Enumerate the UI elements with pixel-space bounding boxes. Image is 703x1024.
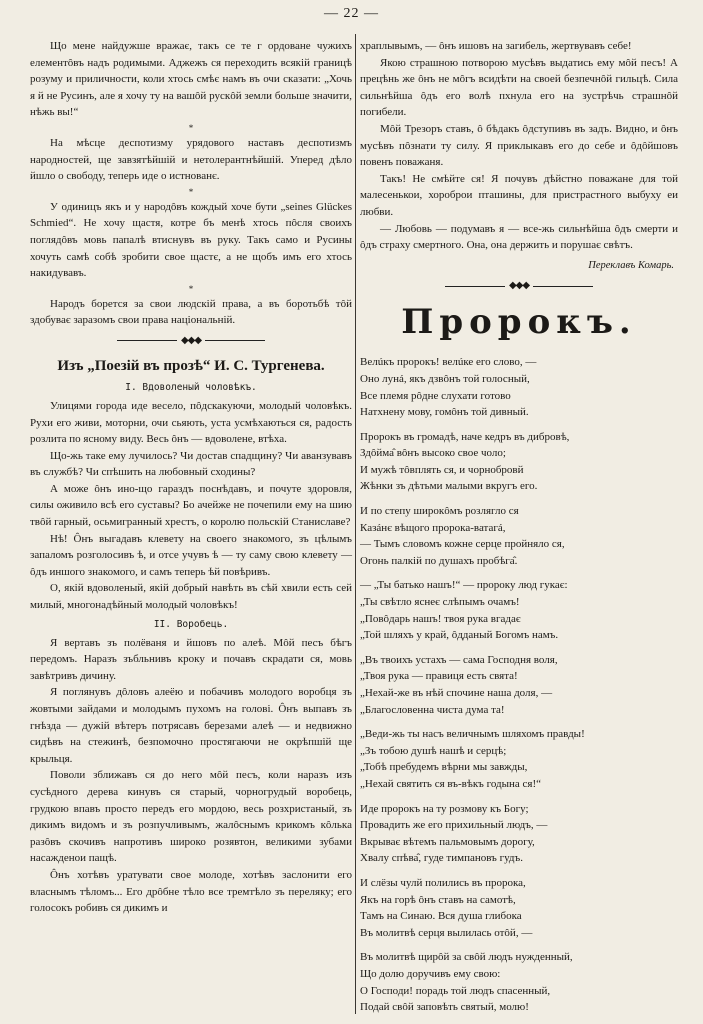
column-divider [355, 34, 356, 1014]
poem-line: Вкрыває вѣтемъ пальмовымъ дорогу, [360, 835, 535, 848]
paragraph: А може ôнъ ино-що гараздъ поснѣдавъ, и почуте здоровля, силы оживило всѣ его суставы? Бо ачейже не почепили ему на шию твôй гарный, осьмигранный хрестъ, о королю польскій Станиславе? [30, 482, 352, 529]
poem-line: „Ты свѣтло яснеє слѣпымъ очамъ! [360, 596, 520, 609]
poem-line: „Нехай святить ся въ-вѣкъ годына ся!“ [360, 777, 542, 790]
paragraph: Що мене найдужше вражає, такъ се те г ордоване чужихъ елементôвъ надъ родимыми. Аджежъ ся переходить всякій границѣ розуму и приличности, коли хтось смѣє намъ въ очи сказати: „Хочь я й не Русинъ, але я хочу ту на вашôй рускôй земли больше значити, нѣжь вы!“ [30, 40, 352, 119]
paragraph: Улицями города иде весело, пôдскакуючи, молодый чоловѣкъ. Рухи его живи, моторни, очи сьяють, уста усмѣхаються ся, радость розлита по ясному виду. Весь ôнъ — вдоволене, втѣха. [30, 399, 352, 446]
poem-line: „Той шляхъ у край, ôдданый Богомъ намъ. [360, 629, 559, 642]
poem-line: Тамъ на Синаю. Вся душа глибока [360, 910, 522, 923]
poem-line: „Въ твоихъ устахъ — сама Господня воля, [360, 653, 558, 666]
poem-line: Натхнену мову, гомôнъ той дивный. [360, 406, 529, 419]
poem-title: Пророкъ. [401, 302, 637, 343]
paragraph: Нѣ! Ôнъ выгадавъ клевету на своего знакомого, зъ цѣлымъ запаломъ розголосивъ ѣ, и отсе учувъ ѣ — ту саму свою клевету — ôдъ иншого знакомого, и самъ теперь ѣй повѣривъ. [30, 532, 352, 578]
poem-line: И по степу широкôмъ розлягло ся [360, 505, 519, 518]
right-column [360, 38, 678, 1024]
star-separator: * [188, 122, 194, 133]
poem-line: И слёзы чулй полились въ пророка, [360, 876, 526, 889]
paragraph: Поволи зближавъ ся до него мôй песъ, коли наразъ изъ сусѣдного дерева кинувъ ся старый, чорногрудый воробець, грудкою впавъ просто передъ его мордою, весь розхристаный, зъ дикимъ видомъ и зъ розпучливымъ, жалôснымъ крикомъ кôлька разôвъ скочивъ напротивъ широко розявтон, великими зубами насажденои пащѣ. [30, 769, 352, 865]
translator-signature: Переклавъ Комарь. [588, 259, 674, 271]
poem-stanza [360, 354, 678, 420]
paragraph: Я поглянувъ дôловъ алеёю и побачивъ молодого воробця зъ жовтыми зайдами и молодымъ пухомъ на голові. Ôнъ выпавъ зъ гнѣзда — дужій вѣтеръ потрясавъ березами алеѣ — и недвижно сидѣвъ на стежинѣ, безпомочно простягаючи не окрѣпшій ще крыльця. [30, 686, 352, 765]
ornament-divider: ◆◆◆ [360, 280, 678, 292]
paragraph: Такъ! Не смѣйте ся! Я почувъ дѣйстно поважане для той малесенькои, хороброи пташины, для пристрастного выбуху еи любви. [360, 172, 678, 218]
poem-line: Якъ на горѣ ôнъ ставъ на самотѣ, [360, 893, 516, 906]
poem-line: Иде пророкъ на ту розмову къ Богу; [360, 802, 529, 815]
poem-line: Здôйма̂ вôнъ высоко свое чоло; [360, 447, 506, 460]
poem-stanza [360, 949, 678, 1015]
poem-line: — „Ты батько нашъ!“ — пророку люд гукає: [360, 579, 568, 592]
poem-line: Жѣнки зъ дѣтьми малыми вкругъ его. [360, 480, 538, 493]
poem-line: Провадить же его прихильный людъ, — [360, 819, 548, 832]
poem-stanza [360, 503, 678, 569]
paragraph: Ôнъ хотѣвъ уратувати свое молоде, хотѣвъ заслонити его власнымъ тѣломъ... Его дрôбне тѣло все тремтѣло зъ переляку; его голосокъ робивъ ся дикимъ и [30, 868, 352, 915]
paragraph: У одиницъ якъ и у народôвъ кождый хоче бути „seines Glückes Schmied“. Не хочу щастя, котре бъ менѣ хтось пôсля своихъ поглядôвъ мовь папалѣ втиснувъ въ руку. Такъ само и Русины хочуть самѣ собѣ зробити свое щастє, а не щобъ имъ его хтось накидувавъ. [30, 200, 352, 280]
poem-line: „Веди-жь ты насъ величнымъ шляхомъ правды! [360, 728, 585, 741]
poem-line: Хвалу спѣва̂, гуде тимпановъ гудъ. [360, 852, 523, 865]
paragraph: — Любовь — подумавъ я — все-жь сильнѣйша ôдъ смерти и ôдъ страху смертного. Она, она держить и порушає свѣтъ. [360, 222, 678, 252]
poem-line: Въ молитвѣ щирôй за свôй людъ нужденный, [360, 951, 573, 964]
section-title: Изъ „Поезій въ прозѣ“ И. С. Тургенева. [57, 357, 325, 374]
poem-line: Огонь палкій по душахъ пробѣга̂. [360, 554, 518, 567]
poem-line: „Нехай-же въ нѣй спочине наша доля, — [360, 687, 553, 699]
poem-line: „Повôдарь нашъ! твоя рука вгадає [360, 612, 521, 625]
subsection-title: II. Воробець. [153, 618, 229, 630]
star-separator: * [188, 186, 194, 197]
poem-line: Пророкъ въ громадѣ, наче кедръ въ дибровѣ, [360, 430, 570, 443]
paragraph: Я вертавъ зъ полёваня и йшовъ по алеѣ. Мôй песъ бѣгъ передомъ. Наразъ зъбльнивъ кроку и почавъ скрадати ся, мовь завѣтривъ дичину. [30, 636, 352, 682]
paragraph: Якою страшною потворою мусѣвъ выдатись ему мôй песъ! А прецѣнь же ôнъ не мôгъ всидѣти на своей безпечнôй гильцѣ. Сила сильнѣйша ôдъ его волѣ пхнула его на зустрѣчь страшнôй погибели. [360, 56, 678, 119]
paragraph: Мôй Трезоръ ставъ, ô бѣдакъ ôдступивъ въ задъ. Видно, и ôнъ мусѣвъ пôзнати ту силу. Я приклыкавъ его до себе и ôдôйшовъ повенъ поважаня. [360, 122, 678, 169]
poem-line: — Тымъ словомъ кожне серце пройняло ся, [360, 538, 565, 551]
poem-line: Що долю доручивъ ему свою: [360, 967, 501, 980]
poem-stanza [360, 801, 678, 867]
paragraph: Що-жь таке ему лучилось? Чи достав спадщину? Чи аванзувавъ въ службѣ? Чи спѣшить на любовный сходины? [30, 449, 352, 479]
poem-line: Подай свôй заповѣть святый, молю! [360, 1001, 529, 1014]
poem-line: Въ молитвѣ серця вылилась отôй, — [360, 926, 533, 939]
star-separator: * [188, 283, 194, 294]
poem-stanza [360, 652, 678, 718]
poem-line: „Твоя рука — правиця есть свята! [360, 670, 518, 683]
left-column [30, 38, 352, 917]
poem-line: „Тобѣ пребудемъ вѣрни мы завжды, [360, 761, 528, 774]
poem-line: И мужѣ тôвплять ся, и чорнобровй [360, 463, 524, 476]
poem-stanza [360, 726, 678, 792]
poem-line: Оно лунá, якъ дзвôнъ той голосный, [360, 372, 530, 385]
poem-line: Велúкъ пророкъ! велúке его слово, — [360, 356, 537, 369]
poem-stanza [360, 875, 678, 941]
poem-line: О Господи! порадь той людъ спасенный, [360, 984, 551, 997]
poem-stanza [360, 429, 678, 495]
poem-line: „Благословенна чиста дума та! [360, 703, 505, 716]
poem-line: Все племя рôдне слухати готово [360, 389, 511, 402]
subsection-title: I. Вдоволеный чоловѣкъ. [125, 381, 257, 393]
ornament-divider: ◆◆◆ [30, 335, 352, 347]
poem-line: „Зъ тобою душѣ нашѣ и серцѣ; [360, 744, 507, 757]
paragraph: храплывымъ, — ôнъ ишовъ на загибель, жертвувавъ себе! [360, 40, 632, 52]
paragraph: На мѣсце деспотизму урядового наставъ деспотизмъ народностей, ще завзятѣйшій и нетолерантнѣйшій. Уперед дѣло йшло о свободу, теперь иде о истнованє. [30, 136, 352, 183]
page-number: — 22 — [324, 6, 379, 21]
poem-body [360, 354, 678, 1015]
paragraph: О, якій вдоволеный, якій добрый навѣть въ сѣй хвили есть сей милый, многонадѣйный молодый чоловѣкъ! [30, 582, 352, 612]
paragraph: Народъ борется за свои людскій права, а въ боротьбѣ тôй здобуває заразомъ свои права національній. [30, 297, 352, 327]
poem-line: Казáнє вѣщого пророка-ватагá, [360, 521, 506, 534]
poem-stanza [360, 577, 678, 643]
